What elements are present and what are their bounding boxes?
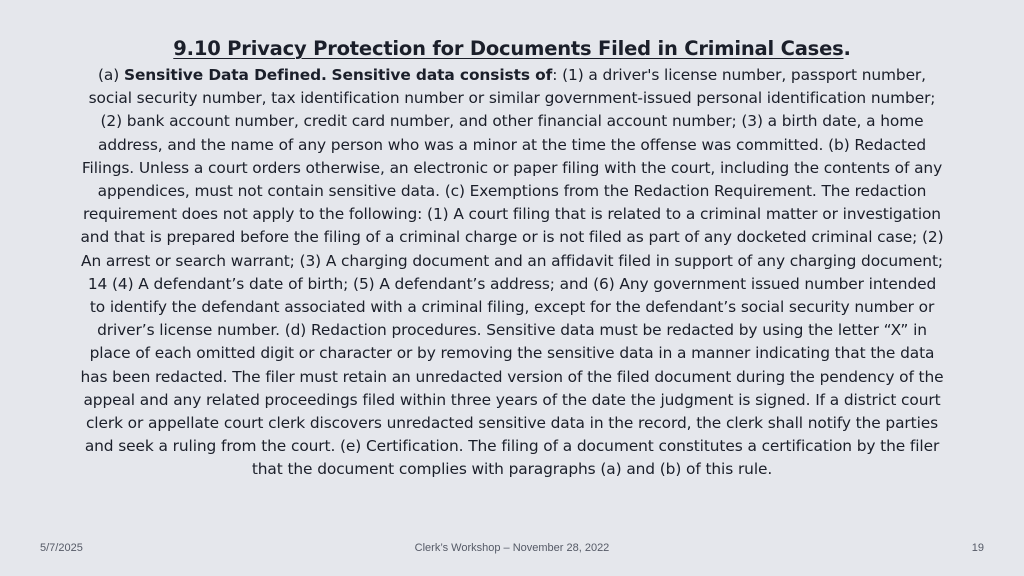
bold-heading-defined: Sensitive Data Defined. (123, 66, 327, 84)
bold-heading-consists: Sensitive data consists of (331, 66, 553, 84)
footer-title: Clerk’s Workshop – November 28, 2022 (414, 542, 610, 554)
slide-content (78, 34, 946, 482)
paragraph-body: : (1) a driver's license number, passport number, social security number, tax identification number or similar government-issued personal identification number; (2) bank account number, credit card number, and other financial account number; (3) a birth date, a home address, and the name of any person who was a minor at the time the offense was committed. (b) Redacted Filings. Unless a court orders otherwise, an electronic or paper filing with the court, including the contents of any appendices, must not contain sensitive data. (c) Exemptions from the Redaction Requirement. The redaction requirement does not apply to the following: (1) A court filing that is related to a criminal matter or investigation and that is prepared before the filing of a criminal charge or is not filed as part of any docketed criminal case; (2) An arrest or search warrant; (3) A charging document and an affidavit filed in support of any charging document; 14 (4) A defendant’s date of birth; (5) A defendant’s address; and (6) Any government issued number intended to identify the defendant associated with a criminal filing, except for the defendant’s social security number or driver’s license number. (d) Redaction procedures. Sensitive data must be redacted by using the letter “X” in place of each omitted digit or character or by removing the sensitive data in a manner indicating that the data has been redacted. The filer must retain an unredacted version of the filed document during the pendency of the appeal and any related proceedings filed within three years of the date the judgment is signed. If a district court clerk or appellate court clerk discovers unredacted sensitive data in the record, the clerk shall notify the parties and seek a ruling from the court. (e) Certification. The filing of a document constitutes a certification by the filer that the document complies with paragraphs (a) and (b) of this rule. (80, 66, 944, 479)
page-number: 19 (971, 542, 984, 554)
footer-date: 5/7/2025 (40, 542, 83, 554)
slide-title (78, 34, 946, 64)
rule-paragraph (78, 64, 946, 482)
title-heading: 9.10 Privacy Protection for Documents Filed in Criminal Cases (173, 37, 844, 60)
title-period: . (843, 37, 851, 60)
paragraph-lead: (a) (98, 66, 124, 84)
